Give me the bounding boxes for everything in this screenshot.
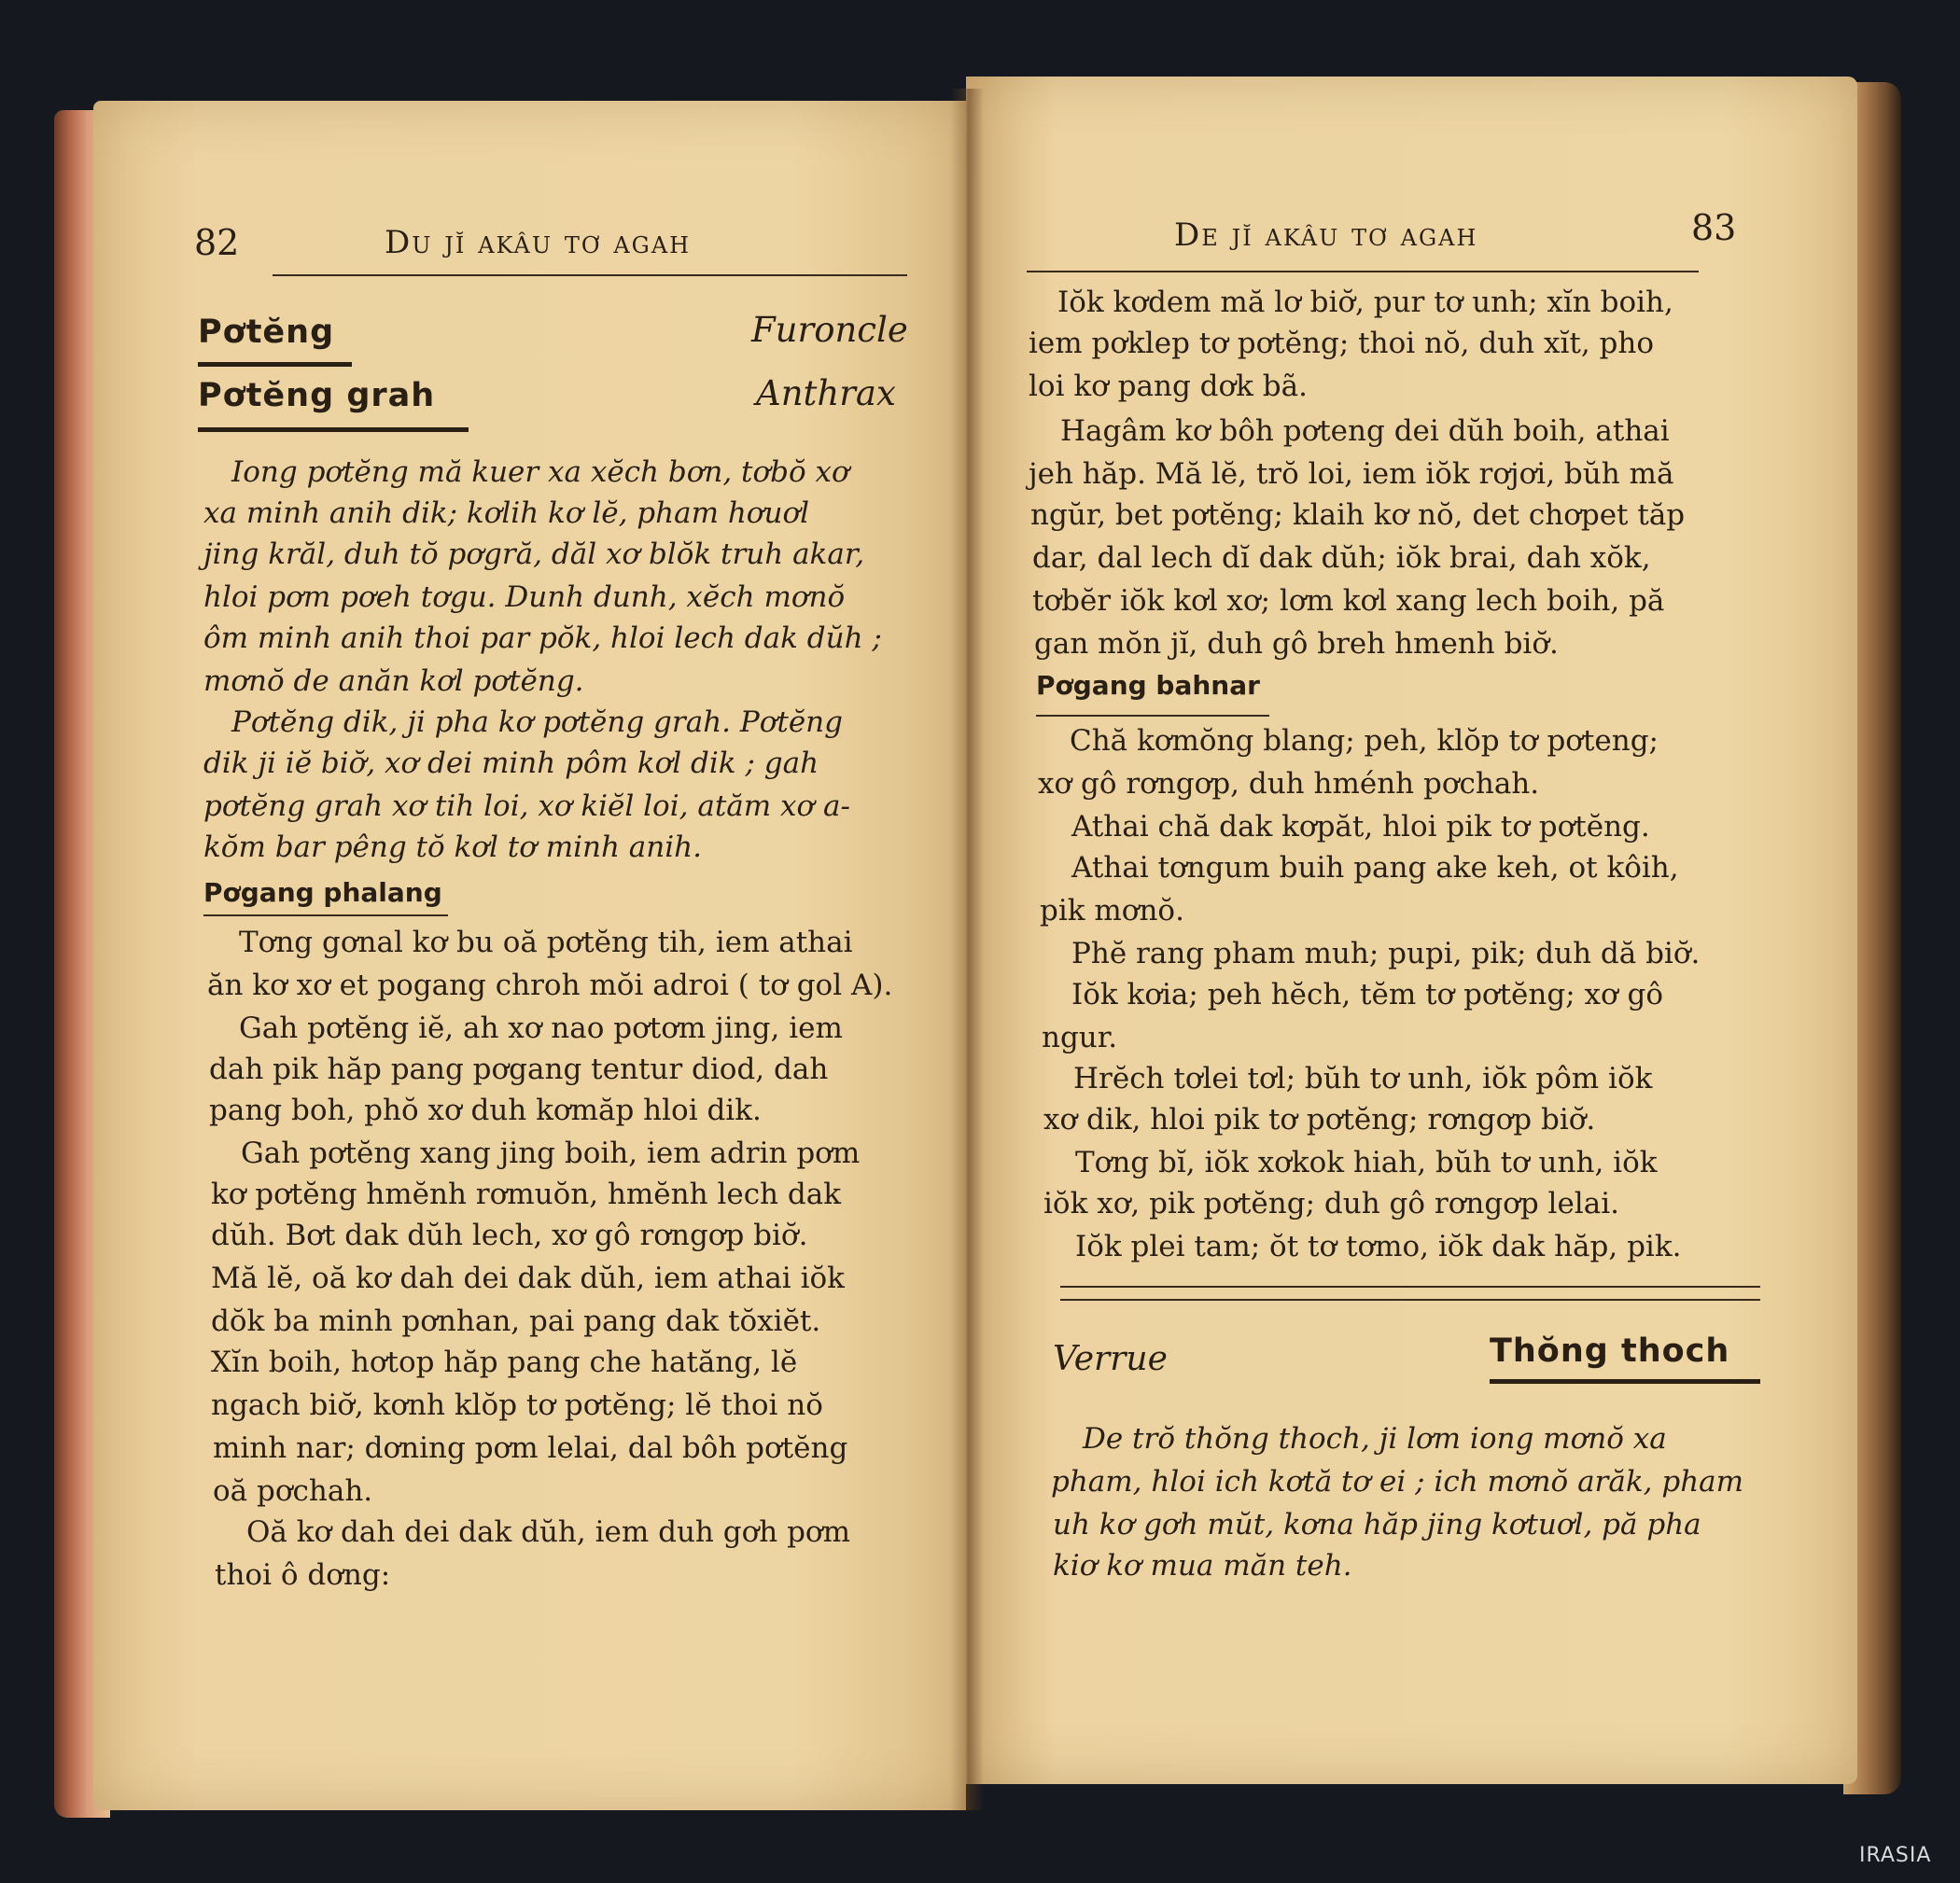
text-line: hloi pơm pơeh tơgu. Dunh dunh, xĕch mơnŏ [203, 580, 846, 614]
text-line: kŏm bar pêng tŏ kơl tơ minh anih. [203, 830, 702, 864]
text-line: kiơ kơ mua măn teh. [1053, 1549, 1352, 1583]
heading-poteng-grah-rule [198, 427, 469, 432]
text-line: jeh hăp. Mă lĕ, trŏ loi, iem iŏk rơjơi, bŭh mă [1029, 457, 1674, 491]
text-line: Iŏk plei tam; ŏt tơ tơmo, iŏk dak hăp, pik. [1075, 1230, 1682, 1263]
left-subheading: Pơgang phalang [203, 877, 442, 908]
text-line: ngŭr, bet pơtĕng; klaih kơ nŏ, det chơpet tăp [1030, 498, 1686, 532]
text-line: dŭh. Bơt dak dŭh lech, xơ gô rơngơp biơ̆. [211, 1219, 808, 1252]
text-line: dŏk ba minh pơnhan, pai pang dak tŏxiĕt. [211, 1304, 821, 1338]
text-line: mơnŏ de anăn kơl pơtĕng. [203, 664, 584, 698]
book-gutter [950, 89, 984, 1810]
right-subheading: Pơgang bahnar [1036, 670, 1260, 701]
left-running-head: Du jĭ akâu tơ agah [385, 224, 692, 261]
left-page-number: 82 [194, 222, 240, 263]
text-line: Iong pơtĕng mă kuer xa xĕch bơn, tơbŏ xơ [231, 455, 849, 489]
text-line: minh nar; dơning pơm lelai, dal bôh pơtĕng [213, 1431, 848, 1465]
section-rule-bottom [1060, 1299, 1760, 1301]
text-line: pham, hloi ich kơtă tơ ei ; ich mơnŏ arăk, pham [1051, 1465, 1744, 1499]
text-line: jing krăl, duh tŏ pơgră, dăl xơ blŏk truh akar, [203, 537, 865, 571]
text-line: ngach biơ̆, kơnh klŏp tơ pơtĕng; lĕ thoi nŏ [211, 1388, 823, 1422]
text-line: Hrĕch tơlei tơl; bŭh tơ unh, iŏk pôm iŏk [1073, 1062, 1653, 1095]
text-line: Iŏk kơia; peh hĕch, tĕm tơ pơtĕng; xơ gô [1071, 978, 1664, 1011]
right-running-head: De jĭ akâu tơ agah [1174, 216, 1478, 254]
section-french-title: Verrue [1053, 1340, 1168, 1378]
text-line: pik mơnŏ. [1040, 894, 1184, 928]
section-heading-rule [1490, 1379, 1760, 1384]
left-subheading-rule [203, 914, 448, 916]
text-line: ăn kơ xơ et pogang chroh mŏi adroi ( tơ gol A). [207, 969, 893, 1002]
text-line: dah pik hăp pang pơgang tentur diod, dah [209, 1053, 829, 1086]
section-rule-top [1060, 1286, 1760, 1288]
right-page-number: 83 [1691, 207, 1737, 248]
text-line: xa minh anih dik; kơlih kơ lĕ, pham hơuơl [203, 496, 810, 530]
watermark: IRASIA [1859, 1844, 1932, 1867]
text-line: Mă lĕ, oă kơ dah dei dak dŭh, iem athai iŏk [211, 1262, 845, 1295]
text-line: dik ji iĕ biơ̆, xơ dei minh pôm kơl dik ; gah [203, 746, 819, 780]
text-line: Gah pơtĕng xang jing boih, iem adrin pơm [241, 1137, 861, 1170]
text-line: Oă kơ dah dei dak dŭh, iem duh gơh pơm [246, 1515, 850, 1549]
heading-poteng: Pơtĕng [198, 314, 335, 351]
text-line: Tơng gơnal kơ bu oă pơtĕng tih, iem athai [239, 926, 853, 959]
text-line: Phĕ rang pham muh; pupi, pik; duh dă biơ̆. [1071, 937, 1701, 970]
right-subheading-rule [1036, 715, 1269, 717]
text-line: Pơtĕng dik, ji pha kơ pơtĕng grah. Pơtĕng [231, 705, 843, 739]
heading-poteng-grah-french: Anthrax [756, 373, 896, 413]
text-line: tơbĕr iŏk kơl xơ; lơm kơl xang lech boih, pă [1032, 584, 1665, 618]
text-line: oă pơchah. [213, 1474, 373, 1508]
heading-poteng-rule [198, 362, 352, 367]
text-line: loi kơ pang dơk bã. [1029, 370, 1308, 403]
text-line: Tơng bĭ, iŏk xơkok hiah, bŭh tơ unh, iŏk [1075, 1146, 1658, 1179]
section-heading: Thŏng thoch [1490, 1332, 1730, 1370]
text-line: xơ gô rơngơp, duh hménh pơchah. [1038, 767, 1540, 801]
text-line: ngur. [1042, 1021, 1118, 1054]
text-line: Iŏk kơdem mă lơ biơ̆, pur tơ unh; xĭn boih, [1057, 286, 1673, 319]
text-line: iŏk xơ, pik pơtĕng; duh gô rơngơp lelai. [1043, 1187, 1619, 1220]
text-line: iem pơklep tơ pơtĕng; thoi nŏ, duh xĭt, pho [1029, 327, 1655, 360]
text-line: pang boh, phŏ xơ duh kơmăp hloi dik. [209, 1094, 762, 1127]
heading-poteng-french: Furoncle [751, 310, 908, 350]
text-line: Athai tơngum buih pang ake keh, ot kôih, [1071, 851, 1679, 885]
text-line: De trŏ thŏng thoch, ji lơm iong mơnŏ xa [1083, 1422, 1667, 1456]
text-line: dar, dal lech dĭ dak dŭh; iŏk brai, dah xŏk, [1032, 541, 1651, 575]
text-line: uh kơ gơh mŭt, kơna hăp jing kơtuơl, pă pha [1053, 1508, 1701, 1541]
text-line: thoi ô dơng: [215, 1558, 391, 1592]
right-header-rule [1027, 271, 1699, 272]
text-line: gan mŏn jĭ, duh gô breh hmenh biơ̆. [1034, 627, 1559, 661]
text-line: Xĭn boih, hơtop hăp pang che hatăng, lĕ [211, 1346, 798, 1379]
text-line: ôm minh anih thoi par pŏk, hloi lech dak dŭh ; [203, 621, 882, 655]
text-line: Hagâm kơ bôh pơteng dei dŭh boih, athai [1060, 414, 1670, 448]
text-line: kơ pơtĕng hmĕnh rơmuŏn, hmĕnh lech dak [211, 1178, 841, 1211]
text-line: Chă kơmŏng blang; peh, klŏp tơ pơteng; [1070, 724, 1659, 758]
text-line: xơ dik, hloi pik tơ pơtĕng; rơngơp biơ̆. [1043, 1103, 1596, 1137]
left-header-rule [273, 274, 907, 276]
text-line: Athai chă dak kơpăt, hloi pik tơ pơtĕng. [1071, 810, 1650, 844]
text-line: pơtĕng grah xơ tih loi, xơ kiĕl loi, atăm xơ a- [203, 789, 850, 823]
heading-poteng-grah: Pơtĕng grah [198, 377, 436, 414]
text-line: Gah pơtĕng iĕ, ah xơ nao pơtơm jing, iem [239, 1011, 843, 1045]
